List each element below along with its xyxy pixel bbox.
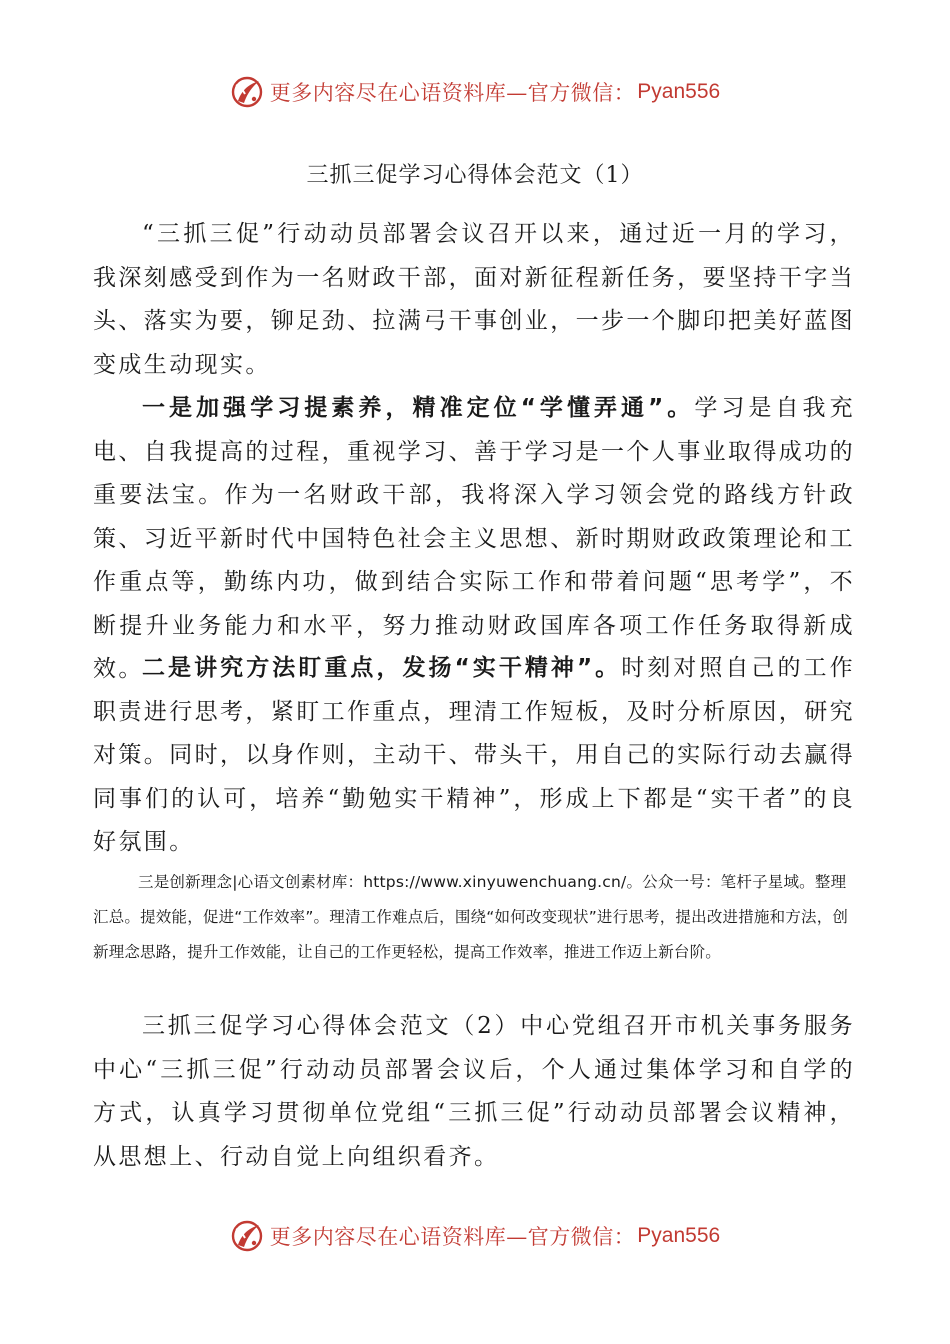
point-two-body: 时刻对照自己的工作职责进行思考，紧盯工作重点，理清工作短板，及时分析原因，研究对策。同时，以身作则，主动干、带头干，用自己的实际行动去赢得同事们的认可，培养“勤勉实干精神”，形成上下都是“实干者”的良好氛围。 <box>93 655 855 855</box>
point-one-body: 学习是自我充电、自我提高的过程，重视学习、善于学习是一个人事业取得成功的重要法宝。作为一名财政干部，我将深入学习领会党的路线方针政策、习近平新时代中国特色社会主义思想、新时期财政政策理论和工作重点等，勤练内功，做到结合实际工作和带着问题“思考学”，不断提升业务能力和水平，努力推动财政国库各项工作任务取得新成效。 <box>93 395 855 682</box>
paragraph-point-three: 三是创新理念|心语文创素材库：https://www.xinyuwenchuang.cn/。公众一号：笔杆子星域。整理汇总。提效能，促进“工作效率”。理清工作难点后，围绕“如何改变现状”进行思考，提出改进措施和方法，创新理念思路，提升工作效能，让自己的工作更轻松，提高工作效率，推进工作迈上新台阶。 <box>93 873 849 961</box>
paragraph-point-one <box>93 387 855 692</box>
footer-banner-text: 更多内容尽在心语资料库—官方微信： <box>269 1225 636 1249</box>
point-one-heading: 一是加强学习提素养，精准定位“学懂弄通”。 <box>142 395 695 421</box>
header-banner <box>0 72 950 112</box>
footer-banner-wechat-id: Pyan556 <box>637 1224 721 1247</box>
header-banner-wechat-id: Pyan556 <box>637 80 721 103</box>
header-banner-text: 更多内容尽在心语资料库—官方微信： <box>269 81 636 105</box>
brand-logo-icon <box>230 75 264 109</box>
document-title: 三抓三促学习心得体会范文（1） <box>306 163 644 188</box>
point-two-heading: 二是讲究方法盯重点，发扬“实干精神”。 <box>142 655 622 681</box>
brand-logo-icon <box>230 1219 264 1253</box>
paragraph-intro: “三抓三促”行动动员部署会议召开以来，通过近一月的学习，我深刻感受到作为一名财政干部，面对新征程新任务，要坚持干字当头、落实为要，铆足劲、拉满弓干事创业，一步一个脚印把美好蓝图变成生动现实。 <box>93 221 855 378</box>
footer-banner <box>0 1216 950 1256</box>
paragraph-point-two <box>93 647 855 865</box>
paragraph-sample-two: 三抓三促学习心得体会范文（2）中心党组召开市机关事务服务中心“三抓三促”行动动员部署会议后，个人通过集体学习和自学的方式，认真学习贯彻单位党组“三抓三促”行动动员部署会议精神，从思想上、行动自觉上向组织看齐。 <box>93 1013 855 1170</box>
